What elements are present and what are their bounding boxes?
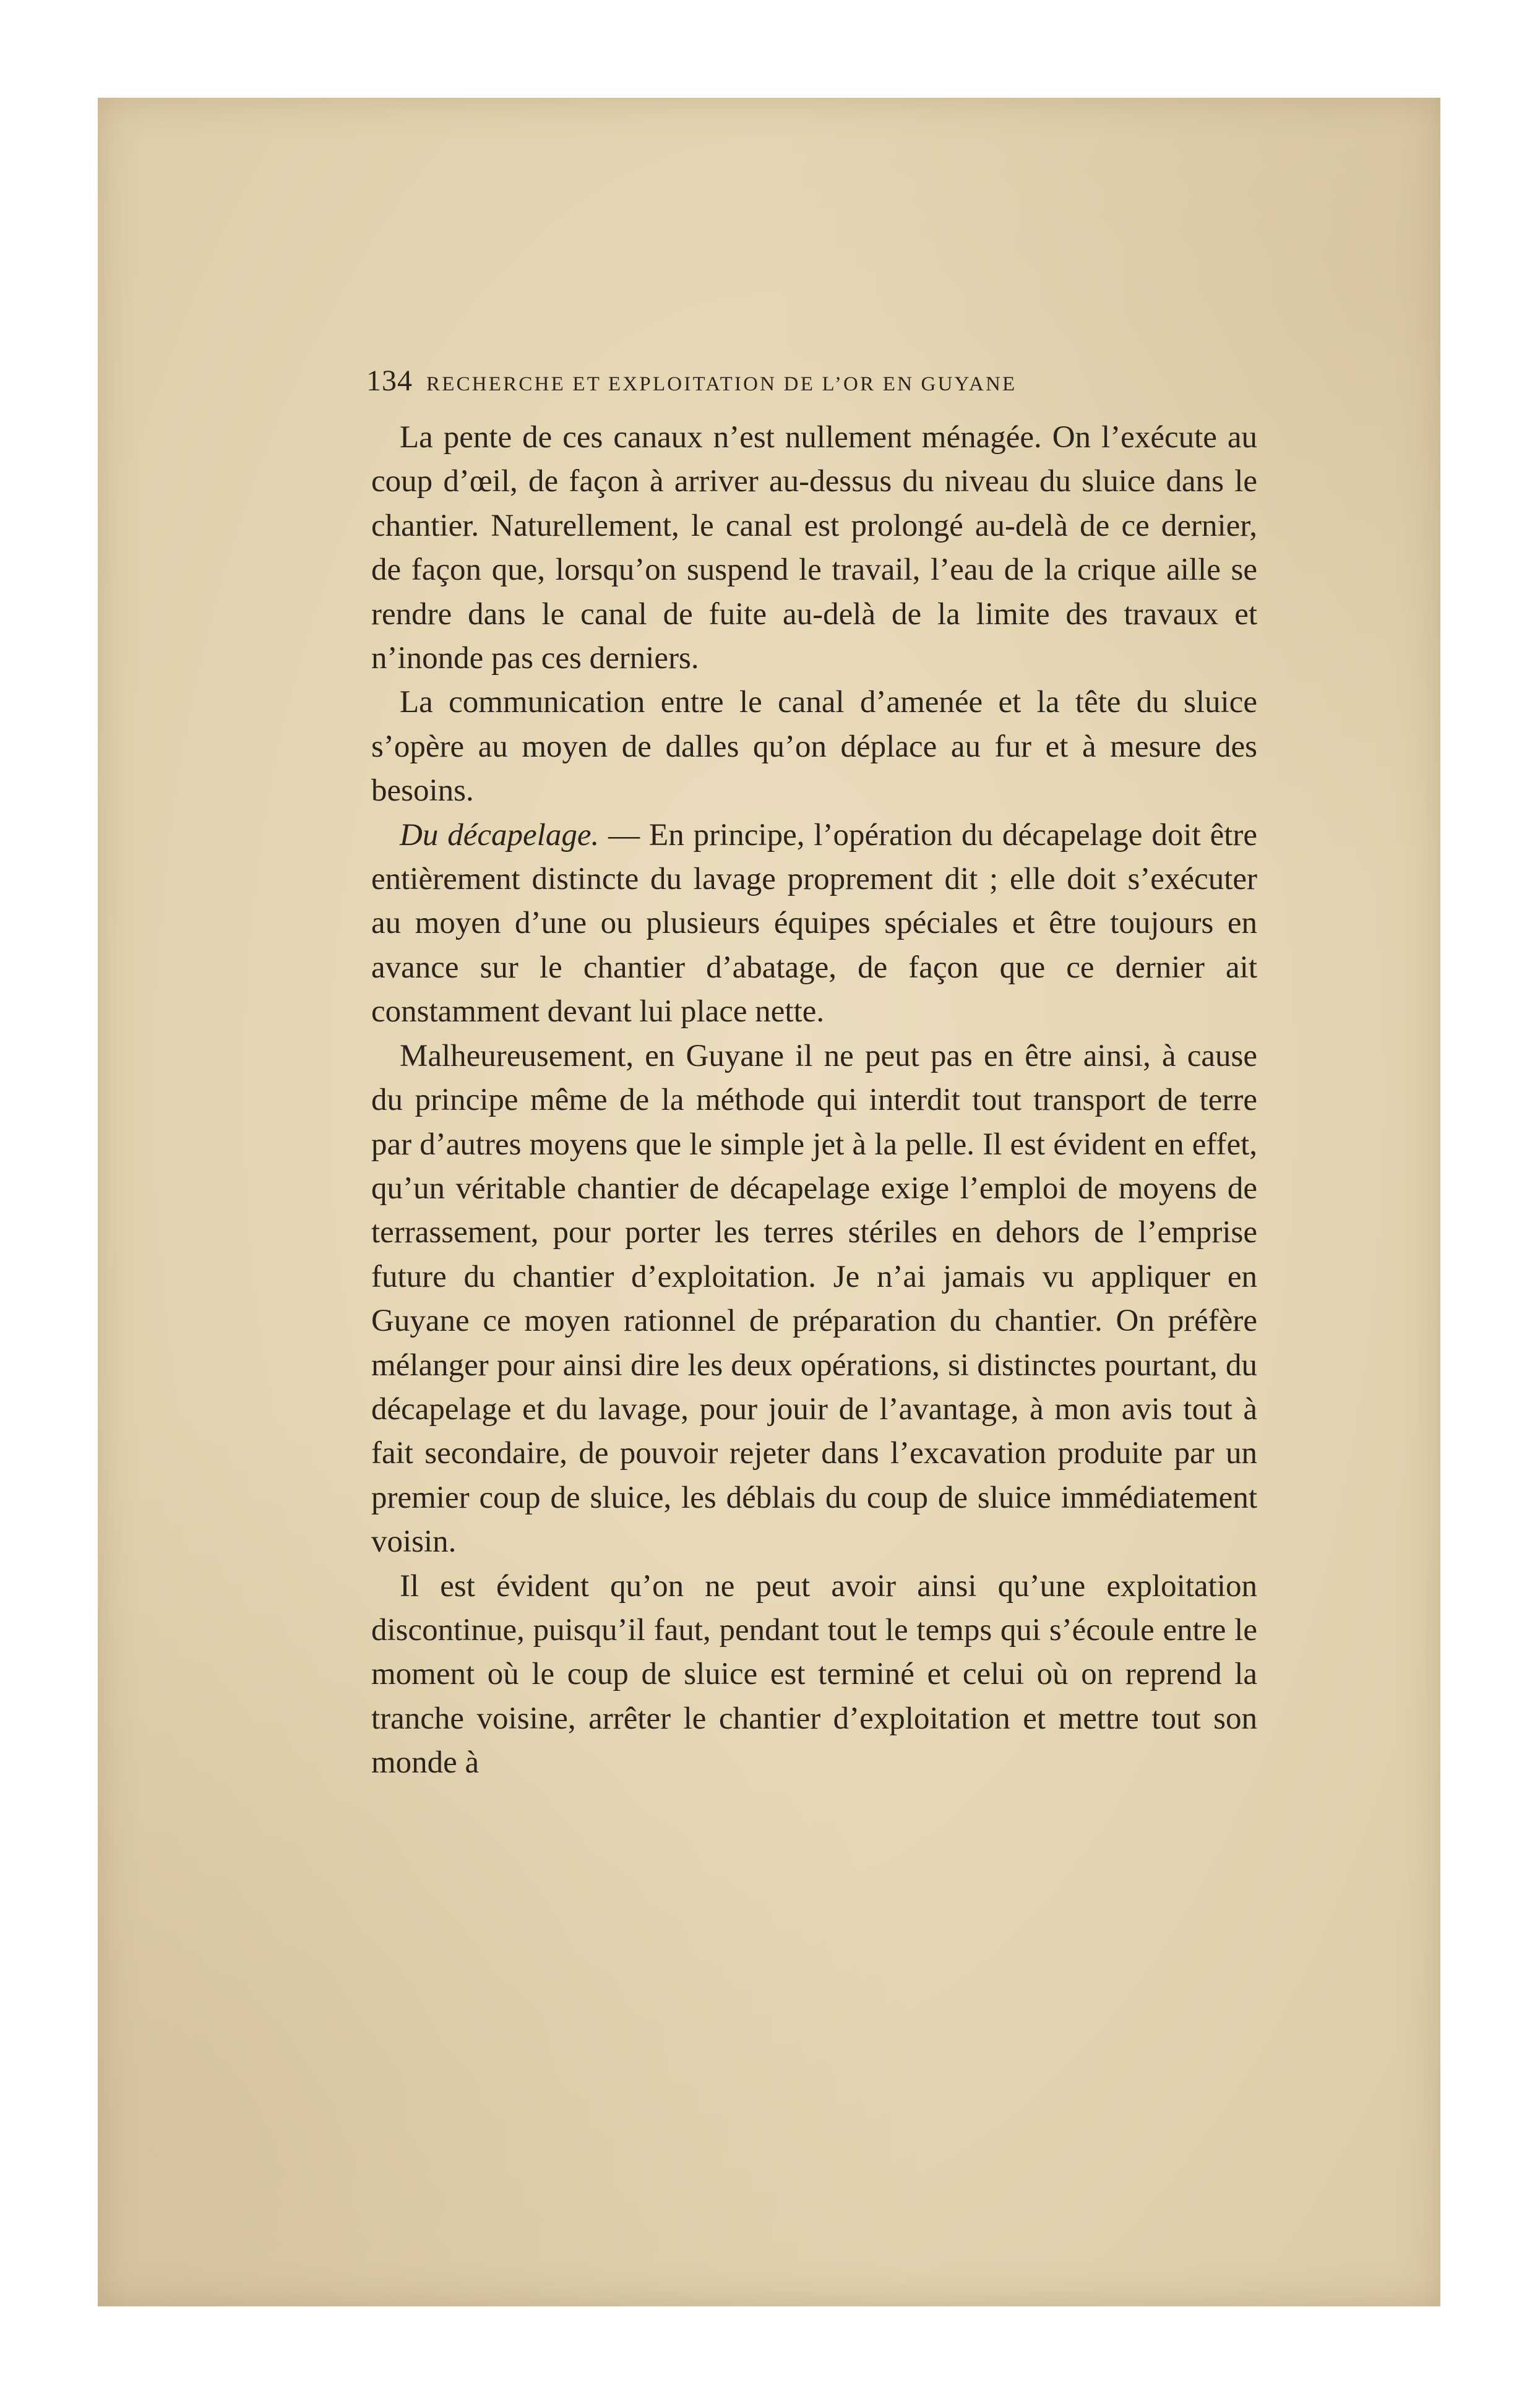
page-number: 134 <box>366 364 413 397</box>
paragraph-text: Il est évident qu’on ne peut avoir ainsi qu’une exploitation discontinue, puisqu’il faut, pendant tout le temps qui s’écoule entre le moment où le coup de sluice est terminé et celui où on reprend la tranche voisine, arrêter le chantier d’exploitation et mettre tout son monde à <box>371 1568 1257 1781</box>
paragraph-communication <box>371 681 1257 813</box>
paragraph-text: La pente de ces canaux n’est nullement ménagée. On l’exécute au coup d’œil, de façon à arriver au-dessus du niveau du sluice dans le chantier. Naturellement, le canal est prolongé au-delà de ce dernier, de façon que, lorsqu’on suspend le travail, l’eau de la crique aille se rendre dans le canal de fuite au-delà de la limite des travaux et n’inonde pas ces derniers. <box>371 420 1257 676</box>
paragraph-decapelage <box>371 814 1257 1034</box>
section-title: Du décapelage. <box>400 817 600 853</box>
paragraph-canal-slope <box>371 416 1257 681</box>
running-header <box>366 364 1251 401</box>
paragraph-guyane-method <box>371 1034 1257 1565</box>
paragraph-text: Malheureusement, en Guyane il ne peut pas en être ainsi, à cause du principe même de la méthode qui interdit tout transport de terre par d’autres moyens que le simple jet à la pelle. Il est évident en effet, qu’un véritable chantier de décapelage exige l’emploi de moyens de terrassement, pour porter les terres stériles en dehors de l’emprise future du chantier d’exploitation. Je n’ai jamais vu appliquer en Guyane ce moyen rationnel de préparation du chantier. On préfère mélanger pour ainsi dire les deux opérations, si distinctes pourtant, du décapelage et du lavage, pour jouir de l’avantage, à mon avis tout à fait secondaire, de pouvoir rejeter dans l’excavation produite par un premier coup de sluice, les déblais du coup de sluice immédiatement voisin. <box>371 1038 1257 1560</box>
paragraph-text: La communication entre le canal d’amenée et la tête du sluice s’opère au moyen de dalles qu’on déplace au fur et à mesure des besoins. <box>371 685 1257 809</box>
paragraph-discontinuous-exploitation <box>371 1565 1257 1785</box>
paragraph-text: — En principe, l’opération du décapelage doit être entièrement distincte du lavage proprement dit ; elle doit s’exécuter au moyen d’une ou plusieurs équipes spéciales et être toujours en avance sur le chantier d’abatage, de façon que ce dernier ait constamment devant lui place nette. <box>371 817 1258 1029</box>
body-text <box>371 416 1257 1785</box>
running-title: RECHERCHE ET EXPLOITATION DE L’OR EN GUYANE <box>426 373 1017 395</box>
